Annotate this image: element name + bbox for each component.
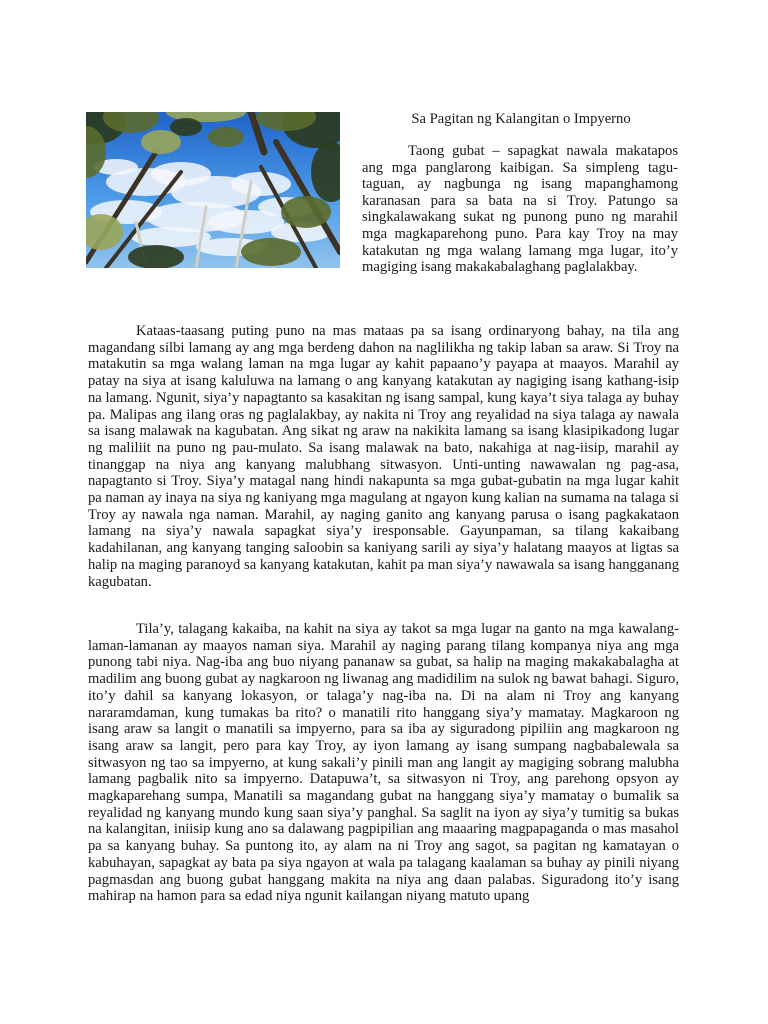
body-paragraph-1: Kataas-taasang puting puno na mas mataas pa sa isang ordinaryong bahay, na tila ang magandang silbi lamang ay ang mga berdeng dahon na naglilikha ng takip laban sa araw. Si Troy na matakutin sa mga walang laman na mga lugar ay kahit papaano’y payapa at maayos. Marahil ay patay na siya at isang kaluluwa na lamang o ang kanyang katakutan ay nagiging isang kathang-isip na lamang. Ngunit, siya’y napagtanto sa kasakitan ng isang sampal, kung kaya’t siya talaga ay buhay pa. Malipas ang ilang oras ng paglalakbay, ay nakita ni Troy ang reyalidad na siya talaga ay nawala sa isang malawak na kagubatan. Ang sikat ng araw na nakikita lamang sa isang klasipikadong lugar ng maliliit na puno ng pau-mulato. Sa isang malawak na bato, nakahiga at nag-iisip, marahil ay tinanggap na niya ang kanyang malubhang sitwasyon. Unti-unting nawawalan ng pag-asa, napagtanto si Troy. Siya’y matagal nang hindi nakapunta sa mga gubat-gubatin na mga lugar kahit pa naman ay inaya na siya ng kaniyang mga magulang at ngayon kung kalian na sumama na talaga si Troy ay nawala nga naman. Marahil, ay naging ganito ang kanyang parusa o isang pagkakataon lamang na siya’y nawala sapagkat siya’y iresponsable. Gayunpaman, sa tilang kakaibang kadahilanan, ang kanyang tanging saloobin sa kaniyang sarili ay siya’y halatang maayos at ligtas sa halip na maging paranoyd sa kanyang katakutan, kahit pa man siya’y nawawala sa isang hangganang kagubatan. xyxy=(88,323,679,590)
forest-canopy-photo xyxy=(86,112,340,268)
body-paragraph-2: Tila’y, talagang kakaiba, na kahit na siya ay takot sa mga lugar na ganto na mga kawalang-laman-lamanan ay maayos naman siya. Marahil ay naging parang tilang kompanya niya ang mga punong tabi niya. Nag-iba ang buo niyang pananaw sa gubat, sa halip na maging makakabalagha at madilim ang buong gubat ay nagkaroon ng liwanag ang madidilim na sulok ng bawat bahagi. Siguro, ito’y dahil sa kanyang lokasyon, or talaga’y nag-iba na. Di na alam ni Troy ang kanyang nararamdaman, kung tumakas ba rito? o manatili rito hanggang siya’y mamatay. Magkaroon ng isang araw sa langit o manatili sa impyerno, para sa iba ay siguradong pipiliin ang magkaroon ng isang araw sa langit, pero para kay Troy, ay iyon lamang ay isang sumpang nagbabalewala sa sitwasyon ng tao sa impyerno, at kung sakali’y pinili man ang langit ay magiging sobrang malubha lamang pagbalik nito sa impyerno. Datapuwa’t, sa sitwasyon ni Troy, ang parehong opsyon ay magkaparehang sumpa, Manatili sa magandang gubat na hanggang siya’y mamatay o bumalik sa reyalidad ng kanyang mundo kung saan siya’y panghal. Sa saglit na iyon ay siya’y tumitig sa bukas na kalangitan, iniisip kung ano sa dalawang pagpipilian ang maaaring magpapaganda o mas masahol pa sa kanyang buhay. Sa puntong ito, ay alam na ni Troy ang sagot, sa pagitan ng kamatayan o kabuhayan, sapagkat ay bata pa siya ngayon at wala pa talagang kaalaman sa buhay ay pinili niyang pagmasdan ang buong gubat hanggang makita na niya ang daan palabas. Siguradong ito’y isang mahirap na hamon para sa edad niya ngunit kailangan niyang matuto upang xyxy=(88,621,679,905)
leaf-cluster xyxy=(241,238,301,266)
forest-canopy-illustration xyxy=(86,112,340,268)
leaf-cluster xyxy=(281,196,331,228)
intro-paragraph: Taong gubat – sapagkat nawala makatapos ang mga panglarong kaibigan. Sa simpleng tagu-taguan, ay nagbunga ng isang mapanghamong karanasan para sa bata na si Troy. Patungo sa singkalawakang sukat ng punong puno ng marahil mga magkaparehong puno. Para kay Troy na may katakutan ng mga walang lamang mga lugar, ito’y magiging isang makakabalaghang paglalakbay. xyxy=(362,143,678,276)
leaf-cluster xyxy=(128,245,184,268)
cloud xyxy=(231,172,291,196)
leaf-cluster xyxy=(170,118,202,136)
document-title: Sa Pagitan ng Kalangitan o Impyerno xyxy=(411,111,631,127)
leaf-cluster xyxy=(208,127,244,147)
leaf-cluster xyxy=(141,130,181,154)
